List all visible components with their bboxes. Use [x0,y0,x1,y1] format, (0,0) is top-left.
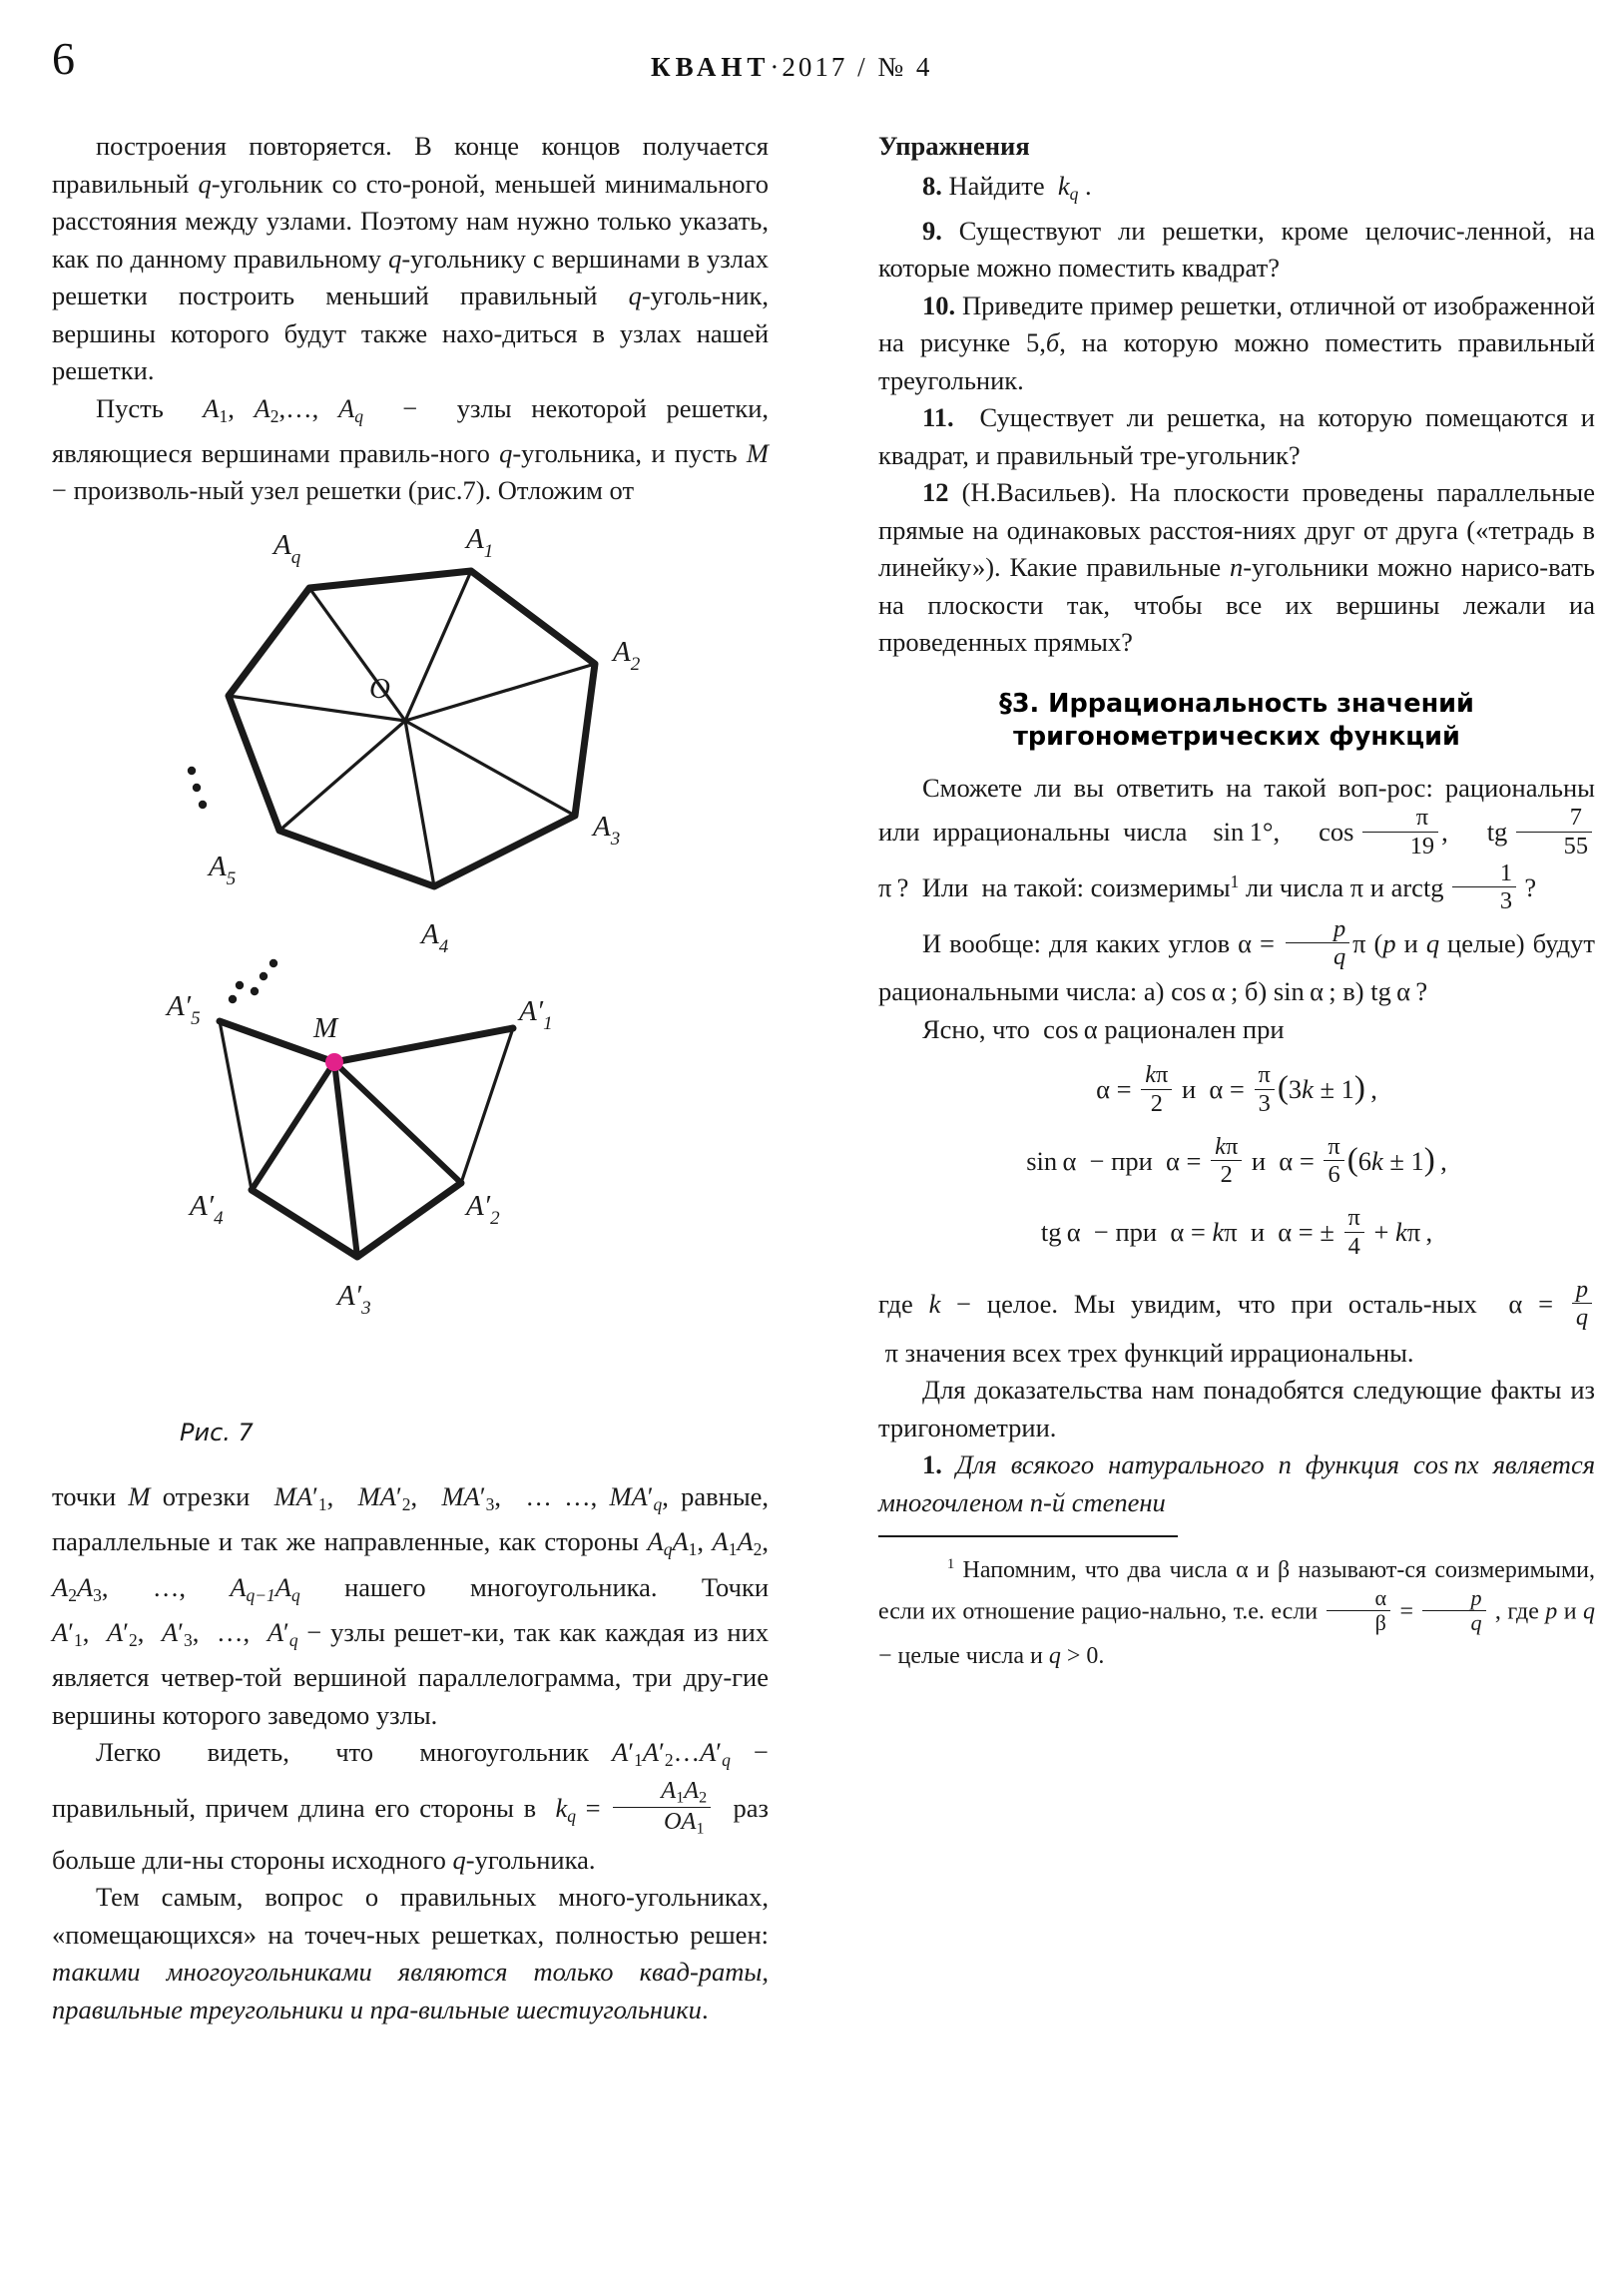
label-A3: $A_3$ [593,810,621,850]
section-3-heading-line1: §3. Иррациональность значений [999,688,1474,719]
label-A2-prime: $A'_2$ [466,1189,500,1229]
paragraph-lattice-nodes: Пусть $A_1$, $A_2,\dots$, $A_q$ − узлы некоторой решетки, являющиеся вершинами правиль‑ного q-угольника, и пусть M − произволь‑ный узел решетки (рис.7). Отложим от [52,392,769,506]
label-A2: $A_2$ [613,635,641,675]
equation-1: α = $\frac{k\pi}{2}$ и α = $\frac{\pi}{3}$ (3k ± 1) , [1096,1061,1377,1117]
fraction-alpha-beta: $\frac{\alpha}{\beta}$ [1327,1586,1390,1636]
paragraph-conclusion: Тем самым, вопрос о правильных много‑угольниках, «помещающихся» на точеч‑ных решетках, полностью решен: такими многоугольниками являются только квад‑раты, правильные треугольники и пра‑вильные шестиугольники. [52,1882,769,2024]
fraction-p-q-3: $\frac{p}{q}$ [1422,1586,1485,1636]
label-A5: $A_5$ [209,850,237,889]
inline-fraction-kq: $\frac{A_1A_2}{OA_1}$ [613,1777,711,1839]
exercise-10: 10. Приведите пример решетки, отличной от изображенной на рисунке 5,б, на которую можно поместить правильный треугольник. [878,289,1596,395]
fan-top-chain [220,1021,513,1062]
fraction-pi-19: $\frac{\pi}{19}$ [1362,804,1438,860]
ellipsis-upper-left [188,767,207,809]
exercises-heading: Упражнения [878,131,1030,161]
label-A4: $A_4$ [421,917,449,957]
left-column [52,128,769,2028]
label-A5-prime: $A'_5$ [167,989,201,1029]
fraction-p-q: $\frac{p}{q}$ [1286,915,1349,971]
equation-2: sin α − при α = $\frac{k\pi}{2}$ и α = $\frac{\pi}{6}$ (6k ± 1) , [1026,1132,1447,1189]
paragraph-construction: построения повторяется. В конце концов получается правильный q-угольник со сто‑роной, меньшей минимального расстояния между узлами. Поэтому нам нужно только указать, как по данному правильному q-угольнику с вершинами в узлах решетки построить меньший правильный q-уголь‑ник, вершины которого будут также нахо‑диться в узлах нашей решетки. [52,131,769,385]
paragraph-fact-1: 1. Для всякого натурального n функция cos nx является многочленом n-й степени [878,1449,1596,1517]
paragraph-general: И вообще: для каких углов α = $\frac{p}{q}$ π (p и q целые) будут рациональными числа: а) cos α ; б) sin α ; в) tg α ? [878,914,1595,1007]
paragraph-k-integer: где k − целое. Мы увидим, что при осталь‑ных α = $\frac{p}{q}$ π значения всех трех функций иррациональны. [878,1279,1595,1372]
paragraph-proof-facts: Для доказательства нам понадобятся следующие факты из тригонометрии. [878,1375,1595,1442]
fraction-1-3: $\frac{1}{3}$ [1452,860,1516,915]
journal-title: КВАНТ [651,52,771,82]
paragraph-segments: точки M отрезки $MA'_1$, $MA'_2$, $MA'_3$, … …, $MA'_q$, равные, параллельные и так же направленные, как стороны $A_qA_1$, $A_1A_2$, $A_2A_3$, …, $A_{q-1}A_q$ нашего многоугольника. Точки $A'_1$, $A'_2$, $A'_3$, …, $A'_q$ − узлы решет‑ки, так как каждая из них является четвер‑той вершиной параллелограмма, три дру‑гие вершины которого заведомо узлы. [52,1480,770,1730]
ellipsis-lower [251,959,277,995]
journal-masthead [651,52,932,83]
fraction-p-q-2: $\frac{p}{q}$ [1572,1276,1592,1332]
label-M: M [313,1011,338,1044]
label-center-O: O [369,672,390,705]
journal-issue: 2017 / № 4 [782,52,933,82]
figure-7 [52,516,769,1474]
label-A4-prime: $A'_4$ [190,1189,224,1229]
paragraph-cos-rational: Ясно, что cos α рационален при [922,1013,1285,1044]
figure-caption: Рис. 7 [180,1418,254,1446]
section-3-heading-line2: тригонометрических функций [1013,721,1460,752]
exercise-11: 11. Существует ли решетка, на которую помещаются и квадрат, и правильный тре‑угольник? [878,402,1595,470]
figure-7-drawing [52,516,769,1415]
exercise-8: 8. Найдите $k_q$ . [922,170,1092,204]
footnote-ref: 1 [1230,871,1240,892]
fan-thin-sides [220,1021,513,1190]
section-3-heading [878,688,1595,754]
ellipsis-between-figures [229,981,244,1003]
fan-spokes-thick [252,1062,461,1257]
label-A3-prime: $A'_3$ [337,1279,371,1319]
exercise-12: 12 (Н.Васильев). На плоскости проведены параллельные прямые на одинаковых расстоя‑ниях друг от друга («тетрадь в линейку»). Какие правильные n-угольники можно нарисо‑вать на плоскости так, чтобы все их вершины лежали иа проведенных прямых? [878,477,1595,658]
right-column [878,128,1595,1674]
label-A1-prime: $A'_1$ [519,994,553,1034]
footnote-text: $^1$ Напомним, что два числа α и β называют‑ся соизмеримыми, если их отношение рацио‑нально, т.е. если $\frac{\alpha}{\beta}$ = $\frac{p}{q}$ , где p и q − целые числа и q > 0. [878,1556,1596,1669]
page-number: 6 [52,33,75,84]
heptagon-outline [229,571,595,886]
label-Aq: $A_q$ [273,528,301,568]
footnote-divider [878,1535,1178,1537]
equation-3: tg α − при α = kπ и α = ± $\frac{\pi}{4}$ + kπ , [1040,1204,1433,1260]
masthead-separator: · [770,52,783,82]
label-A1: $A_1$ [466,522,494,562]
paragraph-regular-proof: Легко видеть, что многоугольник $A'_1A'_2\dots A'_q$ − правильный, причем длина его стороны в $k_q$ = $\frac{A_1A_2}{OA_1}$ раз больше дли‑ны стороны исходного q-угольника. [52,1737,769,1875]
footnote-number: 1 [946,1556,955,1573]
point-M-marker [325,1053,343,1071]
fraction-7-55: $\frac{7}{55}$ [1516,804,1592,860]
paragraph-question: Сможете ли вы ответить на такой воп‑рос: рациональны или иррациональны числа sin 1°, cos $\frac{\pi}{19}$ , tg $\frac{7}{55}$ π ? Или на такой: соизмеримы$^1$ ли числа π и arctg $\frac{1}{3}$ ? [878,772,1595,915]
exercise-9: 9. Существуют ли решетки, кроме целочис‑ленной, на которые можно поместить квадрат? [878,215,1595,284]
page-header [52,30,1549,86]
